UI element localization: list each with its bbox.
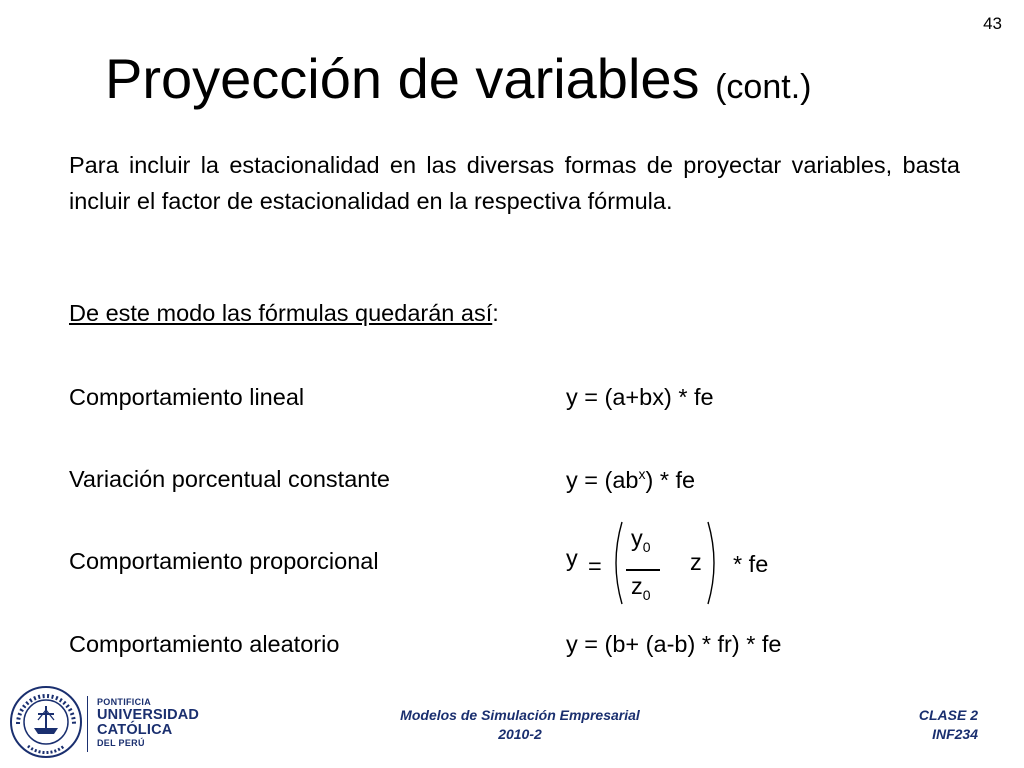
- footer-term: 2010-2: [498, 726, 542, 742]
- university-seal-icon: [8, 684, 84, 760]
- university-logo-text: [97, 697, 199, 749]
- footer-course: [355, 706, 685, 744]
- left-paren-icon: [608, 520, 624, 606]
- slide-number: 43: [983, 14, 1002, 33]
- row-label-variacion: Variación porcentual constante: [69, 466, 390, 492]
- slide-title: [105, 46, 811, 111]
- formula-variacion-post: ) * fe: [645, 467, 696, 493]
- title-main: Proyección de variables: [105, 47, 700, 110]
- footer-code: INF234: [932, 726, 978, 742]
- row-label-lineal: Comportamiento lineal: [69, 384, 305, 410]
- title-suffix: (cont.): [715, 68, 812, 106]
- intro-colon: :: [492, 300, 499, 326]
- logo-line-pontificia: PONTIFICIA: [97, 697, 151, 707]
- formula-lineal: y = (a+bx) * fe: [566, 384, 714, 410]
- row-label-aleatorio: Comportamiento aleatorio: [69, 631, 340, 657]
- formula-proporcional-post: * fe: [733, 551, 769, 577]
- formula-proporcional-multiplier: z: [690, 549, 702, 575]
- fraction-denominator: $z_0$: [631, 573, 651, 603]
- logo-divider: [87, 696, 88, 752]
- footer-class-info: [919, 706, 978, 744]
- logo-line-catolica: CATÓLICA: [97, 722, 173, 738]
- logo-line-peru: DEL PERÚ: [97, 738, 145, 748]
- formula-variacion-exponent: x: [638, 466, 646, 482]
- formulas-intro: [69, 300, 499, 327]
- formula-proporcional-lhs: y: [566, 545, 578, 571]
- fraction-numerator: $y_0$: [631, 525, 651, 555]
- logo-line-universidad: UNIVERSIDAD: [97, 707, 200, 723]
- footer-course-name: Modelos de Simulación Empresarial: [400, 707, 640, 723]
- formula-variacion: [566, 466, 695, 494]
- right-paren-icon: [706, 520, 722, 606]
- intro-underlined-text: De este modo las fórmulas quedarán así: [69, 300, 493, 326]
- formula-aleatorio: y = (b+ (a-b) * fr) * fe: [566, 631, 782, 657]
- row-label-proporcional: Comportamiento proporcional: [69, 548, 379, 574]
- fraction-line: [626, 569, 660, 571]
- formula-variacion-pre: y = (ab: [566, 467, 639, 493]
- formula-proporcional-eq: =: [588, 553, 602, 579]
- footer-clase: CLASE 2: [918, 707, 978, 723]
- body-paragraph: Para incluir la estacionalidad en las diversas formas de proyectar variables, basta incluir el factor de estacionalidad en la respectiva fórmula.: [69, 152, 960, 214]
